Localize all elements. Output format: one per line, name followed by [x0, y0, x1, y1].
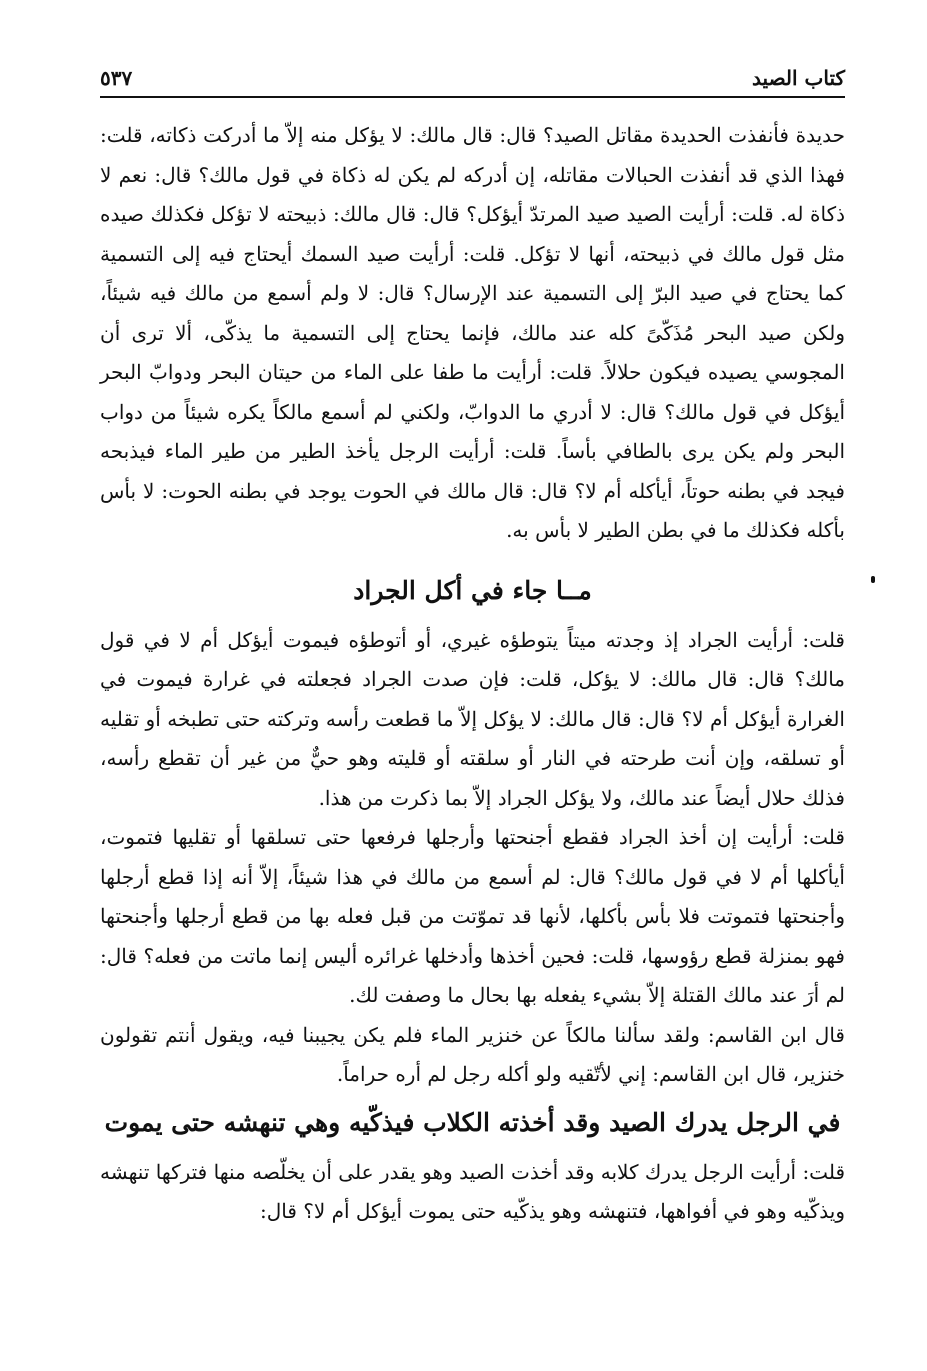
- section-heading-hunting-dogs: في الرجل يدرك الصيد وقد أخذته الكلاب فيذكّيه وهي تنهشه حتى يموت: [104, 1107, 841, 1137]
- running-header: [100, 56, 845, 98]
- running-title: كتاب الصيد: [752, 66, 845, 90]
- section-2-paragraph: قلت: أرأيت الرجل يدرك كلابه وقد أخذت الصيد وهو يقدر على أن يخلّصه منها فتركها تنهشه ويذكّيه وهو في أفواهها، فتنهشه وهو يذكّيه حتى يموت أيؤكل أم لا؟ قال:: [100, 1159, 845, 1223]
- book-page: [100, 56, 845, 1346]
- section-1-paragraph: قلت: أرأيت الجراد إذ وجدته ميتاً يتوطؤه غيري، أو أتوطؤه فيموت أيؤكل أم لا في قول مالك؟ قال: قال مالك: لا يؤكل، قلت: فإن صدت الجراد فجعلته في غرارة فيموت في الغرارة أيؤكل أم لا؟ قال: قال مالك: لا يؤكل إلاّ ما قطعت رأسه وتركته حتى تطبخه أو تقليه أو تسلقه، وإن أنت طرحته في النار أو سلقته أو قليته وهو حيٌّ من غير أن تقطع رأسه، فذلك حلال أيضاً عند مالك، ولا يؤكل الجراد إلاّ بما ذكرت من هذا.: [100, 627, 845, 810]
- page-number: ٥٣٧: [100, 66, 133, 90]
- intro-paragraph: حديدة فأنفذت الحديدة مقاتل الصيد؟ قال: قال مالك: لا يؤكل منه إلاّ ما أدركت ذكاته، قلت: فهذا الذي قد أنفذت الحبالات مقاتله، إن أدركه لم يكن له ذكاة في قول مالك؟ قال: نعم لا ذكاة له. قلت: أرأيت الصيد صيد المرتدّ أيؤكل؟ قال: قال مالك: ذبيحته لا تؤكل فكذلك صيده مثل قول مالك في ذبيحته، أنها لا تؤكل. قلت: أرأيت صيد السمك أيحتاج فيه إلى التسمية كما يحتاج في صيد البرّ إلى التسمية عند الإرسال؟ قال: لا ولم أسمع من مالك فيه شيئاً، ولكن صيد البحر مُذَكّىً كله عند مالك، فإنما يحتاج إلى التسمية ما يذكّى، ألا ترى أن المجوسي يصيده فيكون حلالاً. قلت: أرأيت ما طفا على الماء من حيتان البحر ودوابّ البحر أيؤكل في قول مالك؟ قال: لا أدري ما الدوابّ، ولكني لم أسمع مالكاً يكره شيئاً من دواب البحر ولم يكن يرى بالطافي بأساً. قلت: أرأيت الرجل يأخذ الطير من طير الماء فيذبحه فيجد في بطنه حوتاً، أيأكله أم لا؟ قال: قال مالك في الحوت يوجد في بطنه الحوت: لا بأس بأكله فكذلك ما في بطن الطير لا بأس به.: [100, 123, 845, 542]
- section-1-paragraph: قال ابن القاسم: ولقد سألنا مالكاً عن خنزير الماء فلم يكن يجيبنا فيه، ويقول أنتم تقولون خنزير، قال ابن القاسم: إني لأتّقيه ولو أكله رجل لم أره حراماً.: [100, 1022, 845, 1086]
- section-1-paragraph: قلت: أرأيت إن أخذ الجراد فقطع أجنحتها وأرجلها فرفعها حتى تسلقها أو تقليها فتموت، أيأكلها أم لا في قول مالك؟ قال: لم أسمع من مالك في هذا شيئاً، إلاّ أنه إذا قطع أرجلها وأجنحتها فتموتت فلا بأس بأكلها، لأنها قد تموّتت من قبل فعله بها من قطع أرجلها وأجنحتها فهو بمنزلة قطع رؤوسها، قلت: فحين أخذها وأدخلها غرائره أليس إنما ماتت من فعله؟ قال: لم أرَ عند مالك القتلة إلاّ بشيء يفعله بها بحال ما وصفت لك.: [100, 825, 845, 1007]
- section-heading-locusts: مــا جاء في أكل الجراد: [353, 575, 592, 605]
- margin-mark: [871, 576, 875, 583]
